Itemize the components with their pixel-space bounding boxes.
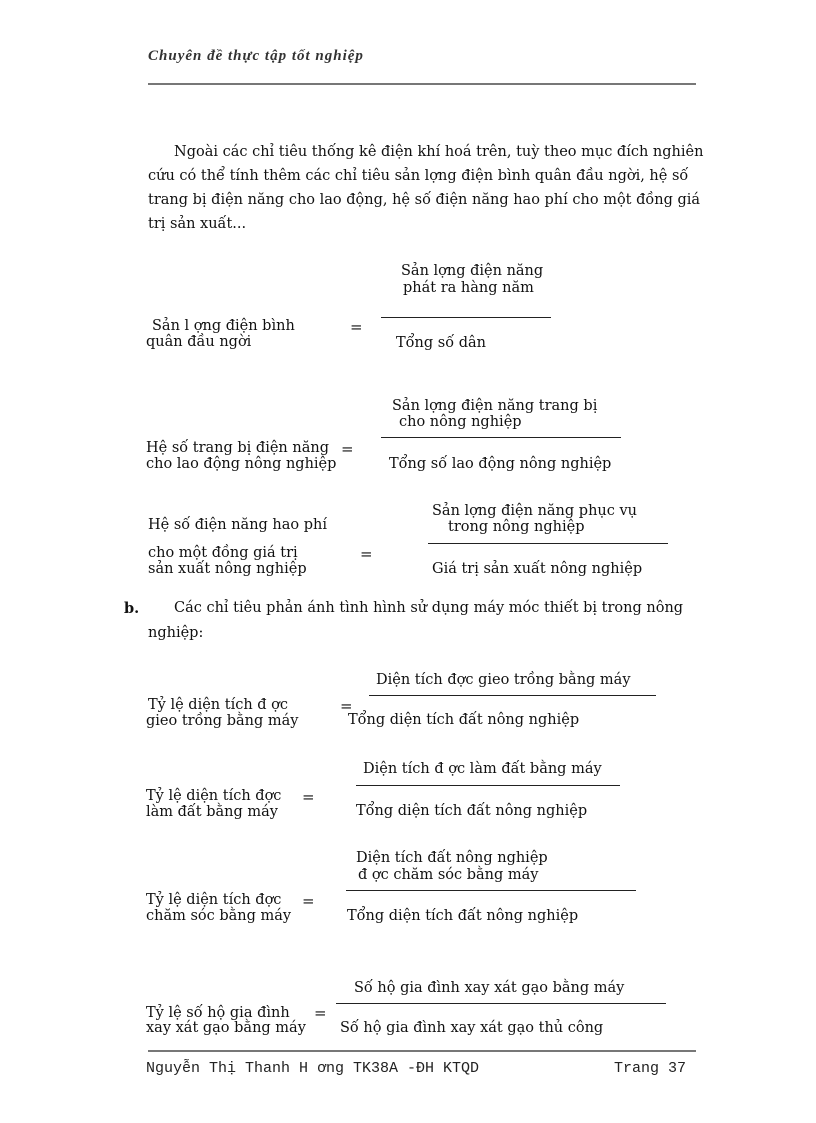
formula-b4-denominator: Số hộ gia đình xay xát gạo thủ công bbox=[340, 1020, 604, 1036]
formula-a2-numerator-1: Sản lợng điện năng trang bị bbox=[392, 398, 598, 414]
section-b-line-2: nghiệp: bbox=[148, 625, 204, 641]
formula-b3-label-2: chăm sóc bằng máy bbox=[146, 908, 292, 924]
formula-b1-equals: = bbox=[340, 697, 353, 715]
formula-b1-label-1: Tỷ lệ diện tích đ ợc bbox=[148, 697, 289, 713]
formula-a1-numerator-2: phát ra hàng năm bbox=[403, 280, 534, 296]
formula-a3-equals: = bbox=[360, 545, 373, 563]
section-b-marker: b. bbox=[124, 600, 140, 617]
formula-a3-fraction-bar bbox=[428, 543, 668, 544]
formula-a3-numerator-1: Sản lợng điện năng phục vụ bbox=[432, 503, 638, 519]
formula-b2-numerator: Diện tích đ ợc làm đất bằng máy bbox=[363, 761, 602, 777]
footer-author: Nguyễn Thị Thanh H ơng TK38A -ĐH KTQD bbox=[146, 1060, 480, 1077]
intro-line-1: Ngoài các chỉ tiêu thống kê điện khí hoá trên, tuỳ theo mục đích nghiên bbox=[174, 144, 704, 160]
formula-a1-numerator-1: Sản lợng điện năng bbox=[401, 263, 544, 279]
formula-b3-equals: = bbox=[302, 892, 315, 910]
formula-b2-label-2: làm đất bằng máy bbox=[146, 804, 278, 820]
formula-a1-label-1: Sản l ợng điện bình bbox=[152, 318, 295, 334]
formula-a3-label-2: cho một đồng giá trị bbox=[148, 545, 298, 561]
formula-b4-fraction-bar bbox=[336, 1003, 666, 1004]
header-rule bbox=[148, 83, 696, 85]
formula-a3-label-1: Hệ số điện năng hao phí bbox=[148, 517, 327, 533]
formula-b4-numerator: Số hộ gia đình xay xát gạo bằng máy bbox=[354, 980, 625, 996]
formula-a2-equals: = bbox=[341, 440, 354, 458]
footer-rule bbox=[148, 1050, 696, 1052]
formula-a2-denominator: Tổng số lao động nông nghiệp bbox=[389, 456, 612, 472]
formula-a2-fraction-bar bbox=[381, 437, 621, 438]
formula-b3-numerator-1: Diện tích đất nông nghiệp bbox=[356, 850, 548, 866]
formula-b4-equals: = bbox=[314, 1004, 327, 1022]
intro-line-2: cứu có thể tính thêm các chỉ tiêu sản lợng điện bình quân đầu ngời, hệ số bbox=[148, 168, 689, 184]
formula-a1-denominator: Tổng số dân bbox=[396, 335, 486, 351]
formula-a3-denominator: Giá trị sản xuất nông nghiệp bbox=[432, 561, 643, 577]
formula-b2-equals: = bbox=[302, 788, 315, 806]
footer-page-number: Trang 37 bbox=[614, 1060, 687, 1077]
formula-a3-label-3: sản xuất nông nghiệp bbox=[148, 561, 307, 577]
formula-b3-fraction-bar bbox=[346, 890, 636, 891]
formula-b3-denominator: Tổng diện tích đất nông nghiệp bbox=[347, 908, 579, 924]
section-b-line-1: Các chỉ tiêu phản ánh tình hình sử dụng máy móc thiết bị trong nông bbox=[174, 600, 684, 616]
page-header-title: Chuyên đề thực tập tốt nghiệp bbox=[148, 48, 364, 64]
formula-b4-label-2: xay xát gạo bằng máy bbox=[146, 1020, 306, 1036]
formula-a2-label-1: Hệ số trang bị điện năng bbox=[146, 440, 329, 456]
formula-b1-numerator: Diện tích đợc gieo trồng bằng máy bbox=[376, 672, 631, 688]
formula-a2-label-2: cho lao động nông nghiệp bbox=[146, 456, 337, 472]
formula-b1-denominator: Tổng diện tích đất nông nghiệp bbox=[348, 712, 580, 728]
formula-a3-numerator-2: trong nông nghiệp bbox=[448, 519, 585, 535]
formula-b2-fraction-bar bbox=[356, 785, 620, 786]
intro-line-4: trị sản xuất... bbox=[148, 216, 247, 232]
formula-a1-label-2: quân đầu ngời bbox=[146, 334, 252, 350]
formula-b1-fraction-bar bbox=[369, 695, 656, 696]
formula-a1-equals: = bbox=[350, 318, 363, 336]
formula-b2-denominator: Tổng diện tích đất nông nghiệp bbox=[356, 803, 588, 819]
formula-a1-fraction-bar bbox=[381, 317, 551, 318]
formula-b2-label-1: Tỷ lệ diện tích đợc bbox=[146, 788, 282, 804]
intro-line-3: trang bị điện năng cho lao động, hệ số điện năng hao phí cho một đồng giá bbox=[148, 192, 701, 208]
formula-b4-label-1: Tỷ lệ số hộ gia đình bbox=[146, 1005, 290, 1021]
formula-b3-label-1: Tỷ lệ diện tích đợc bbox=[146, 892, 282, 908]
formula-b1-label-2: gieo trồng bằng máy bbox=[146, 713, 299, 729]
formula-b3-numerator-2: đ ợc chăm sóc bằng máy bbox=[358, 867, 539, 883]
formula-a2-numerator-2: cho nông nghiệp bbox=[399, 414, 522, 430]
